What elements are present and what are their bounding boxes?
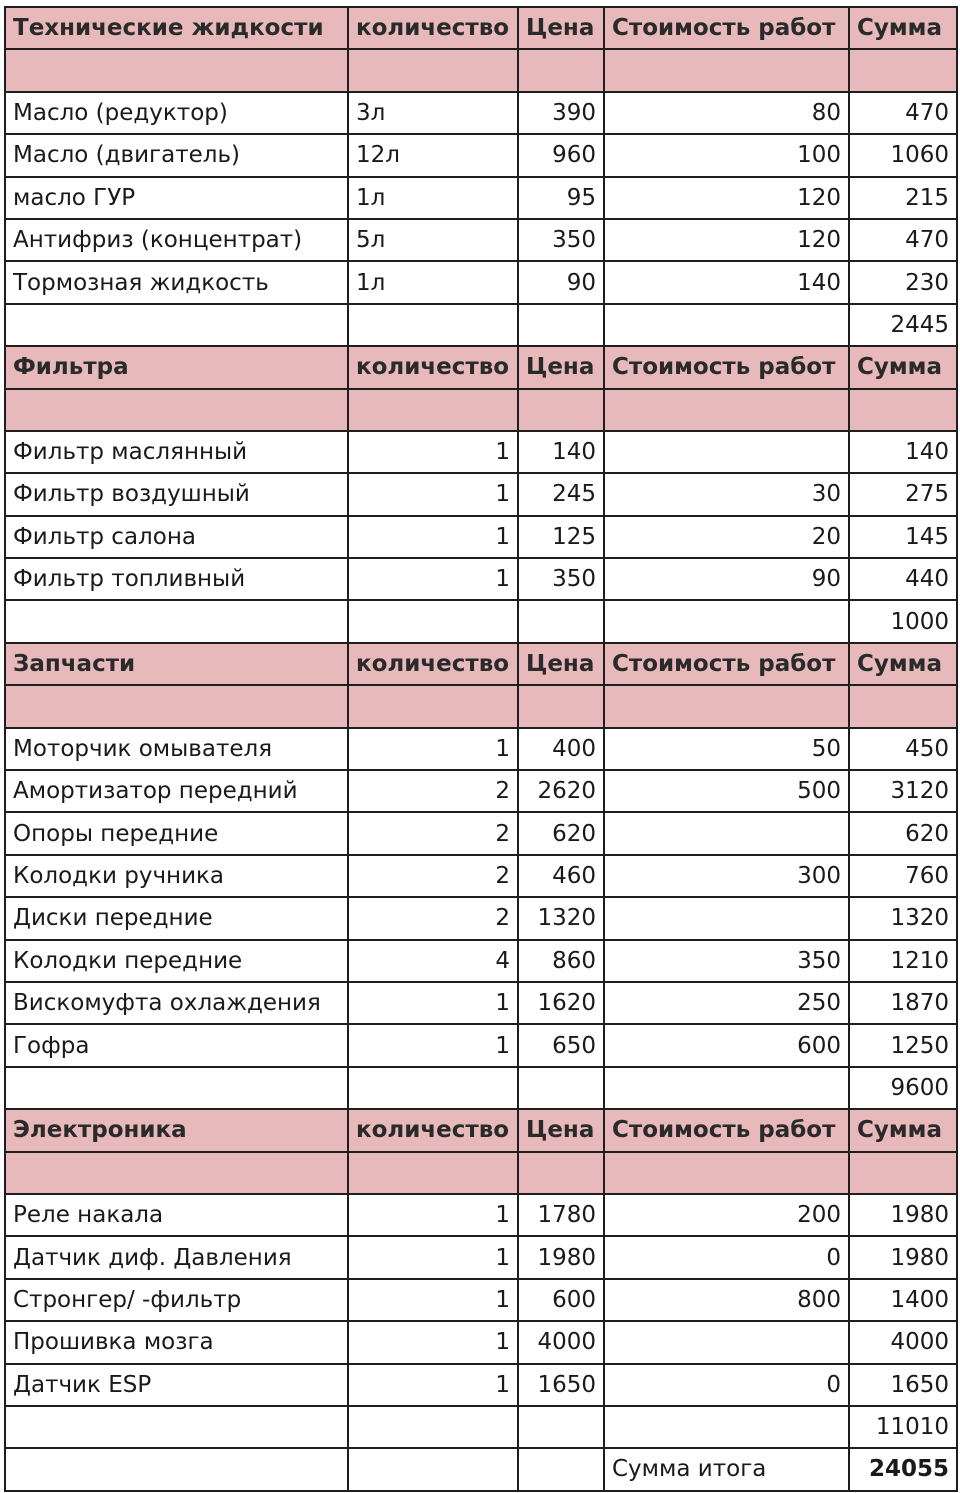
empty-cell[interactable]: [604, 389, 849, 431]
header-work-cell[interactable]: Стоимость работ: [604, 1109, 849, 1151]
item-work-cell[interactable]: [604, 897, 849, 939]
item-work-cell[interactable]: 50: [604, 728, 849, 770]
empty-cell[interactable]: [5, 1152, 348, 1194]
header-qty-cell[interactable]: количество: [348, 643, 518, 685]
item-qty-cell[interactable]: 1: [348, 1321, 518, 1363]
table-row: [5, 558, 957, 600]
grand-total-row: [5, 1448, 957, 1490]
table-row: [5, 1236, 957, 1278]
item-price-cell[interactable]: 4000: [518, 1321, 604, 1363]
item-name-cell[interactable]: Фильтр салона: [5, 516, 348, 558]
section-total-cell[interactable]: 2445: [849, 304, 957, 346]
item-sum-cell[interactable]: 140: [849, 431, 957, 473]
empty-cell[interactable]: [348, 1406, 518, 1448]
header-sum-cell[interactable]: Сумма: [849, 346, 957, 388]
item-price-cell[interactable]: 960: [518, 134, 604, 176]
item-name-cell[interactable]: Фильтр маслянный: [5, 431, 348, 473]
section-header-row: [5, 346, 957, 388]
item-sum-cell[interactable]: 215: [849, 177, 957, 219]
item-work-cell[interactable]: 80: [604, 92, 849, 134]
table-row: [5, 177, 957, 219]
section-header-row: [5, 1109, 957, 1151]
item-work-cell[interactable]: 350: [604, 940, 849, 982]
empty-cell[interactable]: [604, 1152, 849, 1194]
item-price-cell[interactable]: 1620: [518, 982, 604, 1024]
empty-cell[interactable]: [518, 1152, 604, 1194]
empty-cell[interactable]: [5, 600, 348, 642]
item-qty-cell[interactable]: 1: [348, 558, 518, 600]
item-work-cell[interactable]: 0: [604, 1236, 849, 1278]
item-price-cell[interactable]: 1320: [518, 897, 604, 939]
item-qty-cell[interactable]: 1: [348, 1024, 518, 1066]
empty-cell[interactable]: [348, 1067, 518, 1109]
table-row: [5, 473, 957, 515]
section-total-cell[interactable]: 1000: [849, 600, 957, 642]
item-name-cell[interactable]: Тормозная жидкость: [5, 261, 348, 303]
section-title-cell[interactable]: Фильтра: [5, 346, 348, 388]
table-row: [5, 728, 957, 770]
empty-cell[interactable]: [348, 685, 518, 727]
item-price-cell[interactable]: 400: [518, 728, 604, 770]
empty-cell[interactable]: [849, 389, 957, 431]
item-qty-cell[interactable]: 3л: [348, 92, 518, 134]
header-qty-cell[interactable]: количество: [348, 1109, 518, 1151]
section-band-row: [5, 389, 957, 431]
item-work-cell[interactable]: 600: [604, 1024, 849, 1066]
item-work-cell[interactable]: 500: [604, 770, 849, 812]
item-price-cell[interactable]: 460: [518, 855, 604, 897]
table-row: [5, 940, 957, 982]
section-total-row: [5, 304, 957, 346]
item-sum-cell[interactable]: 4000: [849, 1321, 957, 1363]
section-title-cell[interactable]: Технические жидкости: [5, 7, 348, 49]
item-qty-cell[interactable]: 1: [348, 1194, 518, 1236]
item-work-cell[interactable]: [604, 431, 849, 473]
table-row: [5, 1364, 957, 1406]
empty-cell[interactable]: [849, 685, 957, 727]
empty-cell[interactable]: [604, 600, 849, 642]
item-qty-cell[interactable]: 1л: [348, 261, 518, 303]
item-sum-cell[interactable]: 1400: [849, 1279, 957, 1321]
item-qty-cell[interactable]: 1: [348, 473, 518, 515]
item-price-cell[interactable]: 1980: [518, 1236, 604, 1278]
item-name-cell[interactable]: Стронгер/ -фильтр: [5, 1279, 348, 1321]
item-name-cell[interactable]: масло ГУР: [5, 177, 348, 219]
item-name-cell[interactable]: Датчик диф. Давления: [5, 1236, 348, 1278]
table-row: [5, 261, 957, 303]
empty-cell[interactable]: [604, 304, 849, 346]
section-total-row: [5, 600, 957, 642]
item-name-cell[interactable]: Датчик ESP: [5, 1364, 348, 1406]
empty-cell[interactable]: [5, 1067, 348, 1109]
item-price-cell[interactable]: 1650: [518, 1364, 604, 1406]
item-price-cell[interactable]: 125: [518, 516, 604, 558]
table-row: [5, 431, 957, 473]
item-price-cell[interactable]: 90: [518, 261, 604, 303]
item-work-cell[interactable]: 200: [604, 1194, 849, 1236]
item-sum-cell[interactable]: 1060: [849, 134, 957, 176]
empty-cell[interactable]: [518, 389, 604, 431]
item-sum-cell[interactable]: 470: [849, 219, 957, 261]
empty-cell[interactable]: [348, 304, 518, 346]
table-row: [5, 516, 957, 558]
item-qty-cell[interactable]: 2: [348, 855, 518, 897]
header-qty-cell[interactable]: количество: [348, 7, 518, 49]
item-name-cell[interactable]: Диски передние: [5, 897, 348, 939]
item-sum-cell[interactable]: 1650: [849, 1364, 957, 1406]
table-row: [5, 1024, 957, 1066]
spreadsheet-table: [4, 6, 958, 1492]
item-price-cell[interactable]: 140: [518, 431, 604, 473]
header-sum-cell[interactable]: Сумма: [849, 643, 957, 685]
header-price-cell[interactable]: Цена: [518, 346, 604, 388]
header-price-cell[interactable]: Цена: [518, 643, 604, 685]
table-row: [5, 1194, 957, 1236]
table-row: [5, 855, 957, 897]
item-qty-cell[interactable]: 2: [348, 812, 518, 854]
table-row: [5, 1321, 957, 1363]
item-work-cell[interactable]: [604, 1321, 849, 1363]
item-name-cell[interactable]: Антифриз (концентрат): [5, 219, 348, 261]
item-work-cell[interactable]: 120: [604, 219, 849, 261]
item-price-cell[interactable]: 2620: [518, 770, 604, 812]
item-price-cell[interactable]: 620: [518, 812, 604, 854]
item-qty-cell[interactable]: 1: [348, 982, 518, 1024]
item-sum-cell[interactable]: 275: [849, 473, 957, 515]
item-qty-cell[interactable]: 5л: [348, 219, 518, 261]
empty-cell[interactable]: [604, 49, 849, 91]
item-name-cell[interactable]: Реле накала: [5, 1194, 348, 1236]
section-total-row: [5, 1067, 957, 1109]
section-total-cell[interactable]: 9600: [849, 1067, 957, 1109]
empty-cell[interactable]: [604, 1406, 849, 1448]
table-row: [5, 770, 957, 812]
item-work-cell[interactable]: [604, 812, 849, 854]
item-name-cell[interactable]: Вискомуфта охлаждения: [5, 982, 348, 1024]
section-band-row: [5, 685, 957, 727]
item-name-cell[interactable]: Моторчик омывателя: [5, 728, 348, 770]
header-work-cell[interactable]: Стоимость работ: [604, 346, 849, 388]
empty-cell[interactable]: [518, 600, 604, 642]
item-price-cell[interactable]: 350: [518, 558, 604, 600]
item-sum-cell[interactable]: 1320: [849, 897, 957, 939]
item-work-cell[interactable]: 800: [604, 1279, 849, 1321]
item-price-cell[interactable]: 650: [518, 1024, 604, 1066]
empty-cell[interactable]: [5, 49, 348, 91]
empty-cell[interactable]: [348, 600, 518, 642]
table-row: [5, 982, 957, 1024]
item-price-cell[interactable]: 860: [518, 940, 604, 982]
table-row: [5, 897, 957, 939]
item-qty-cell[interactable]: 2: [348, 897, 518, 939]
empty-cell[interactable]: [5, 304, 348, 346]
empty-cell[interactable]: [604, 685, 849, 727]
item-name-cell[interactable]: Прошивка мозга: [5, 1321, 348, 1363]
item-sum-cell[interactable]: 1210: [849, 940, 957, 982]
empty-cell[interactable]: [849, 49, 957, 91]
empty-cell[interactable]: [518, 304, 604, 346]
grand-total-label-cell[interactable]: Сумма итога: [604, 1448, 849, 1490]
item-sum-cell[interactable]: 760: [849, 855, 957, 897]
item-sum-cell[interactable]: 3120: [849, 770, 957, 812]
empty-cell[interactable]: [348, 1152, 518, 1194]
item-qty-cell[interactable]: 1: [348, 1364, 518, 1406]
empty-cell[interactable]: [5, 1448, 348, 1490]
header-sum-cell[interactable]: Сумма: [849, 7, 957, 49]
item-work-cell[interactable]: 140: [604, 261, 849, 303]
section-total-cell[interactable]: 11010: [849, 1406, 957, 1448]
table-row: [5, 812, 957, 854]
item-qty-cell[interactable]: 1: [348, 1236, 518, 1278]
empty-cell[interactable]: [5, 389, 348, 431]
item-work-cell[interactable]: 30: [604, 473, 849, 515]
item-work-cell[interactable]: 100: [604, 134, 849, 176]
header-sum-cell[interactable]: Сумма: [849, 1109, 957, 1151]
empty-cell[interactable]: [5, 685, 348, 727]
item-price-cell[interactable]: 350: [518, 219, 604, 261]
item-price-cell[interactable]: 95: [518, 177, 604, 219]
item-sum-cell[interactable]: 1980: [849, 1194, 957, 1236]
item-price-cell[interactable]: 600: [518, 1279, 604, 1321]
item-price-cell[interactable]: 1780: [518, 1194, 604, 1236]
empty-cell[interactable]: [604, 1067, 849, 1109]
header-price-cell[interactable]: Цена: [518, 1109, 604, 1151]
item-qty-cell[interactable]: 1: [348, 516, 518, 558]
item-sum-cell[interactable]: 450: [849, 728, 957, 770]
item-sum-cell[interactable]: 620: [849, 812, 957, 854]
item-sum-cell[interactable]: 1980: [849, 1236, 957, 1278]
section-header-row: [5, 643, 957, 685]
empty-cell[interactable]: [348, 389, 518, 431]
item-name-cell[interactable]: Фильтр воздушный: [5, 473, 348, 515]
item-name-cell[interactable]: Фильтр топливный: [5, 558, 348, 600]
empty-cell[interactable]: [849, 1152, 957, 1194]
item-qty-cell[interactable]: 1: [348, 728, 518, 770]
header-work-cell[interactable]: Стоимость работ: [604, 7, 849, 49]
item-work-cell[interactable]: 90: [604, 558, 849, 600]
section-title-cell[interactable]: Электроника: [5, 1109, 348, 1151]
item-sum-cell[interactable]: 230: [849, 261, 957, 303]
header-price-cell[interactable]: Цена: [518, 7, 604, 49]
header-qty-cell[interactable]: количество: [348, 346, 518, 388]
item-qty-cell[interactable]: 4: [348, 940, 518, 982]
item-name-cell[interactable]: Амортизатор передний: [5, 770, 348, 812]
item-sum-cell[interactable]: 1250: [849, 1024, 957, 1066]
table-row: [5, 219, 957, 261]
empty-cell[interactable]: [518, 1448, 604, 1490]
table-row: [5, 1279, 957, 1321]
item-name-cell[interactable]: Масло (двигатель): [5, 134, 348, 176]
item-name-cell[interactable]: Опоры передние: [5, 812, 348, 854]
empty-cell[interactable]: [518, 49, 604, 91]
empty-cell[interactable]: [518, 1067, 604, 1109]
grand-total-value-cell[interactable]: 24055: [849, 1448, 957, 1490]
spreadsheet-body: [5, 7, 957, 1491]
section-title-cell[interactable]: Запчасти: [5, 643, 348, 685]
item-qty-cell[interactable]: 1л: [348, 177, 518, 219]
item-sum-cell[interactable]: 470: [849, 92, 957, 134]
empty-cell[interactable]: [518, 685, 604, 727]
table-row: [5, 134, 957, 176]
item-name-cell[interactable]: Масло (редуктор): [5, 92, 348, 134]
item-name-cell[interactable]: Колодки передние: [5, 940, 348, 982]
item-sum-cell[interactable]: 145: [849, 516, 957, 558]
section-header-row: [5, 7, 957, 49]
item-sum-cell[interactable]: 440: [849, 558, 957, 600]
section-band-row: [5, 49, 957, 91]
item-work-cell[interactable]: 20: [604, 516, 849, 558]
section-total-row: [5, 1406, 957, 1448]
item-work-cell[interactable]: 250: [604, 982, 849, 1024]
item-qty-cell[interactable]: 12л: [348, 134, 518, 176]
empty-cell[interactable]: [348, 1448, 518, 1490]
item-work-cell[interactable]: 120: [604, 177, 849, 219]
item-price-cell[interactable]: 390: [518, 92, 604, 134]
section-band-row: [5, 1152, 957, 1194]
item-name-cell[interactable]: Колодки ручника: [5, 855, 348, 897]
empty-cell[interactable]: [518, 1406, 604, 1448]
item-qty-cell[interactable]: 1: [348, 431, 518, 473]
item-sum-cell[interactable]: 1870: [849, 982, 957, 1024]
item-name-cell[interactable]: Гофра: [5, 1024, 348, 1066]
table-row: [5, 92, 957, 134]
item-work-cell[interactable]: 0: [604, 1364, 849, 1406]
item-price-cell[interactable]: 245: [518, 473, 604, 515]
empty-cell[interactable]: [348, 49, 518, 91]
empty-cell[interactable]: [5, 1406, 348, 1448]
item-qty-cell[interactable]: 1: [348, 1279, 518, 1321]
item-work-cell[interactable]: 300: [604, 855, 849, 897]
item-qty-cell[interactable]: 2: [348, 770, 518, 812]
header-work-cell[interactable]: Стоимость работ: [604, 643, 849, 685]
